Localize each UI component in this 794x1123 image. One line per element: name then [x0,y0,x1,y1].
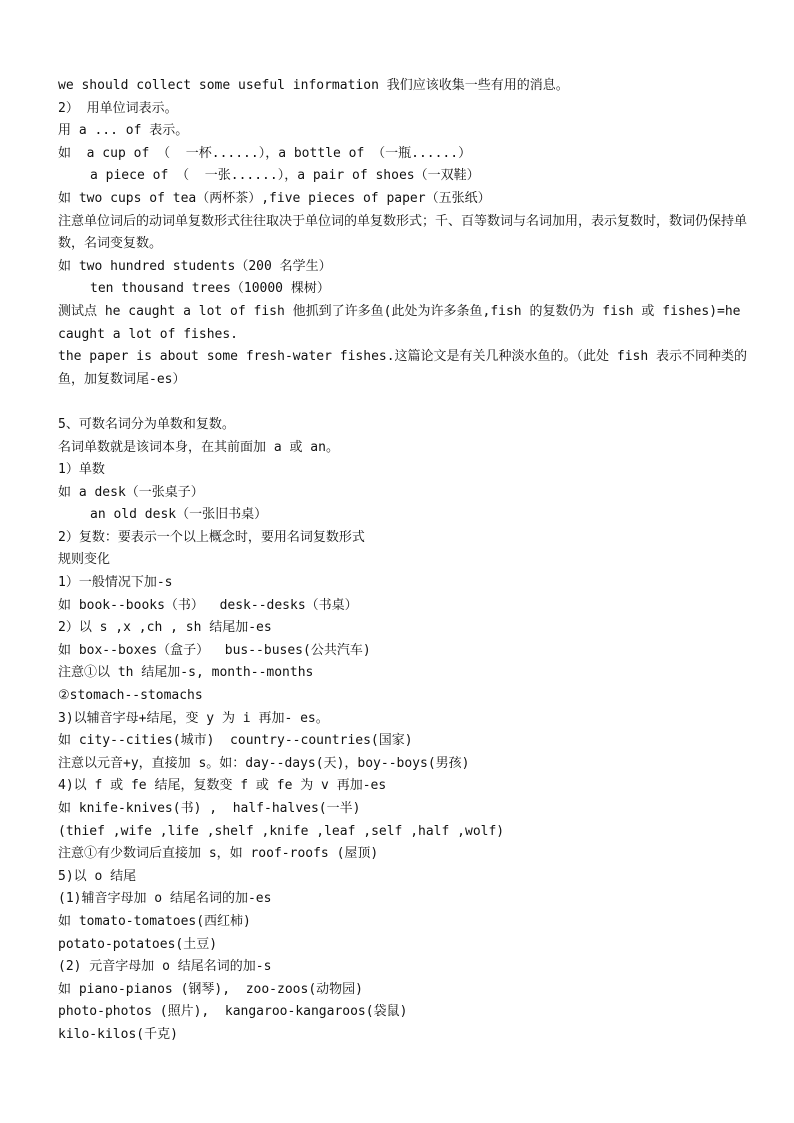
text-line: (1)辅音字母加 o 结尾名词的加-es [58,891,272,907]
text-line: 注意以元音+y，直接加 s。如：day--days(天)，boy--boys(男孩) [58,755,470,771]
text-line: an old desk（一张旧书桌） [90,507,268,523]
text-line: 如 two hundred students（200 名学生） [58,258,332,274]
text-line: 规则变化 [58,552,111,568]
text-line: 如 knife-knives(书) , half-halves(一半) [58,801,361,816]
text-line: a piece of （ 一张......），a pair of shoes（一双鞋） [90,168,480,184]
text-line: ②stomach--stomachs [58,688,203,704]
section-heading: 5、可数名词分为单数和复数。 [58,416,235,432]
text-line: 如 tomato-tomatoes(西红柿) [58,913,251,929]
text-paragraph: 注意单位词后的动词单复数形式往往取决于单位词的单复数形式；千、百等数词与名词加用，表示复数时，数词仍保持单数，名词变复数。 [58,213,748,252]
text-line: 如 two cups of tea（两杯茶）,five pieces of paper（五张纸） [58,190,491,206]
text-line: 如 piano-pianos (钢琴), zoo-zoos(动物园) [58,981,363,997]
text-line: 如 book--books（书） desk--desks（书桌） [58,597,358,613]
text-line: (thief ,wife ,life ,shelf ,knife ,leaf ,self ,half ,wolf) [58,823,505,839]
text-line: 5)以 o 结尾 [58,868,137,884]
text-line: 如 city--cities(城市) country--countries(国家) [58,733,413,749]
text-line: 2）以 s ,x ,ch , sh 结尾加-es [58,620,272,636]
text-line: ten thousand trees（10000 棵树） [90,281,330,297]
text-paragraph: the paper is about some fresh-water fishes.这篇论文是有关几种淡水鱼的。（此处 fish 表示不同种类的鱼，加复数词尾-es） [58,349,748,387]
text-line: 注意①以 th 结尾加-s, month--months [58,665,314,681]
text-line: 如 a desk（一张桌子） [58,484,204,500]
text-line: photo-photos (照片), kangaroo-kangaroos(袋鼠) [58,1004,408,1020]
text-line: 如 box--boxes（盒子） bus--buses(公共汽车) [58,642,371,658]
text-line: 1）单数 [58,462,105,478]
text-line: (2) 元音字母加 o 结尾名词的加-s [58,959,272,975]
text-line: 2）复数：要表示一个以上概念时，要用名词复数形式 [58,529,365,545]
text-line: 用 a ... of 表示。 [58,123,189,139]
document-page [58,75,748,1047]
text-line: kilo-kilos(千克) [58,1026,178,1042]
text-line: 3)以辅音字母+结尾，变 y 为 i 再加- es。 [58,710,329,726]
text-line: 2） 用单位词表示。 [58,100,178,116]
blank-line [58,391,748,414]
text-paragraph: 测试点 he caught a lot of fish 他抓到了许多鱼(此处为许多条鱼,fish 的复数仍为 fish 或 fishes)=he caught a lot of fishes. [58,303,741,342]
text-line: 1）一般情况下加-s [58,575,173,591]
text-line: 名词单数就是该词本身，在其前面加 a 或 an。 [58,439,339,455]
text-line: 如 a cup of （ 一杯......），a bottle of （一瓶......） [58,145,472,161]
text-line: we should collect some useful information 我们应该收集一些有用的消息。 [58,78,569,93]
text-line: potato-potatoes(土豆) [58,936,218,952]
text-line: 注意①有少数词后直接加 s，如 roof-roofs (屋顶) [58,846,379,862]
text-line: 4)以 f 或 fe 结尾，复数变 f 或 fe 为 v 再加-es [58,778,387,794]
